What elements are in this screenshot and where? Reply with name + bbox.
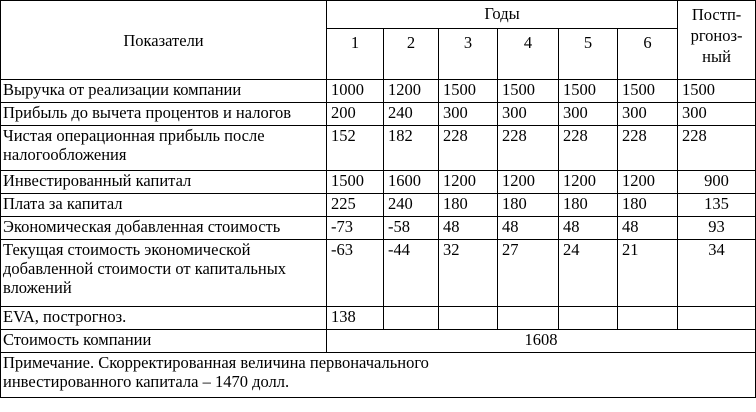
table-cell: 1200: [439, 171, 498, 194]
table-cell: 228: [559, 126, 618, 171]
note-text: Примечание. Скорректированная величина первоначального инвестированного капитала – 1470 долл.: [3, 353, 429, 391]
table-cell: 48: [498, 217, 559, 240]
indicators-header: Показатели: [1, 1, 327, 80]
table-cell: 900: [678, 171, 756, 194]
year-2-header: 2: [384, 29, 439, 80]
table-row: [1, 217, 756, 240]
table-cell: 300: [498, 103, 559, 126]
table-cell: 1600: [384, 171, 439, 194]
table-row: [1, 171, 756, 194]
postforecast-header: Постп-ргоноз-ный: [678, 1, 756, 80]
table-cell: 1000: [327, 80, 384, 103]
table-cell: -58: [384, 217, 439, 240]
table-cell: 180: [498, 194, 559, 217]
table-row: [1, 194, 756, 217]
table-cell: 180: [559, 194, 618, 217]
table-cell: 180: [439, 194, 498, 217]
table-cell: 93: [678, 217, 756, 240]
note-row: [1, 353, 756, 398]
years-header: Годы: [327, 1, 678, 29]
table-row: [1, 240, 756, 307]
company-value: 1608: [327, 330, 756, 353]
table-note: [1, 353, 756, 398]
table-cell: 228: [498, 126, 559, 171]
table-cell: 1500: [618, 80, 678, 103]
table-cell: [559, 307, 618, 330]
table-row: [1, 126, 756, 171]
year-3-header: 3: [439, 29, 498, 80]
table-cell: 300: [678, 103, 756, 126]
table-cell: 182: [384, 126, 439, 171]
company-value-row: [1, 330, 756, 353]
row-label: Плата за капитал: [1, 194, 327, 217]
table-cell: 240: [384, 103, 439, 126]
table-cell: 1500: [678, 80, 756, 103]
table-cell: 152: [327, 126, 384, 171]
company-value-label: Стоимость компании: [1, 330, 327, 353]
table-row: [1, 307, 756, 330]
table-cell: 300: [559, 103, 618, 126]
table-cell: 1500: [498, 80, 559, 103]
table-cell: 48: [439, 217, 498, 240]
table-cell: 1500: [327, 171, 384, 194]
table-cell: 48: [559, 217, 618, 240]
year-6-header: 6: [618, 29, 678, 80]
row-label: Чистая операционная прибыль после налогообложения: [1, 126, 327, 171]
table-cell: 300: [439, 103, 498, 126]
table-cell: [618, 307, 678, 330]
table-cell: 32: [439, 240, 498, 307]
table-cell: 34: [678, 240, 756, 307]
year-1-header: 1: [327, 29, 384, 80]
row-label: Экономическая добавленная стоимость: [1, 217, 327, 240]
table-cell: -63: [327, 240, 384, 307]
table-cell: -44: [384, 240, 439, 307]
table-cell: [384, 307, 439, 330]
table-cell: 228: [678, 126, 756, 171]
table-cell: 225: [327, 194, 384, 217]
table-cell: 1500: [559, 80, 618, 103]
table-cell: 200: [327, 103, 384, 126]
table-cell: 240: [384, 194, 439, 217]
table-cell: 138: [327, 307, 384, 330]
row-label: Выручка от реализации компании: [1, 80, 327, 103]
table-cell: 1500: [439, 80, 498, 103]
year-4-header: 4: [498, 29, 559, 80]
row-label: EVA, построгноз.: [1, 307, 327, 330]
table-cell: 27: [498, 240, 559, 307]
table-cell: 21: [618, 240, 678, 307]
table-row: [1, 80, 756, 103]
table-cell: 228: [439, 126, 498, 171]
table-cell: 180: [618, 194, 678, 217]
table-cell: [439, 307, 498, 330]
table-cell: 1200: [559, 171, 618, 194]
table-cell: -73: [327, 217, 384, 240]
table-cell: 228: [618, 126, 678, 171]
year-5-header: 5: [559, 29, 618, 80]
table-cell: [498, 307, 559, 330]
row-label: Текущая стоимость экономической добавленной стоимости от капитальных вложений: [1, 240, 327, 307]
row-label: Инвестированный капитал: [1, 171, 327, 194]
table-cell: 1200: [498, 171, 559, 194]
row-label: Прибыль до вычета процентов и налогов: [1, 103, 327, 126]
table-cell: 1200: [384, 80, 439, 103]
table-row: [1, 103, 756, 126]
table-cell: 135: [678, 194, 756, 217]
table-cell: 300: [618, 103, 678, 126]
header-row-1: [1, 1, 756, 29]
table-cell: 24: [559, 240, 618, 307]
table-cell: 48: [618, 217, 678, 240]
table-cell: [678, 307, 756, 330]
table-cell: 1200: [618, 171, 678, 194]
